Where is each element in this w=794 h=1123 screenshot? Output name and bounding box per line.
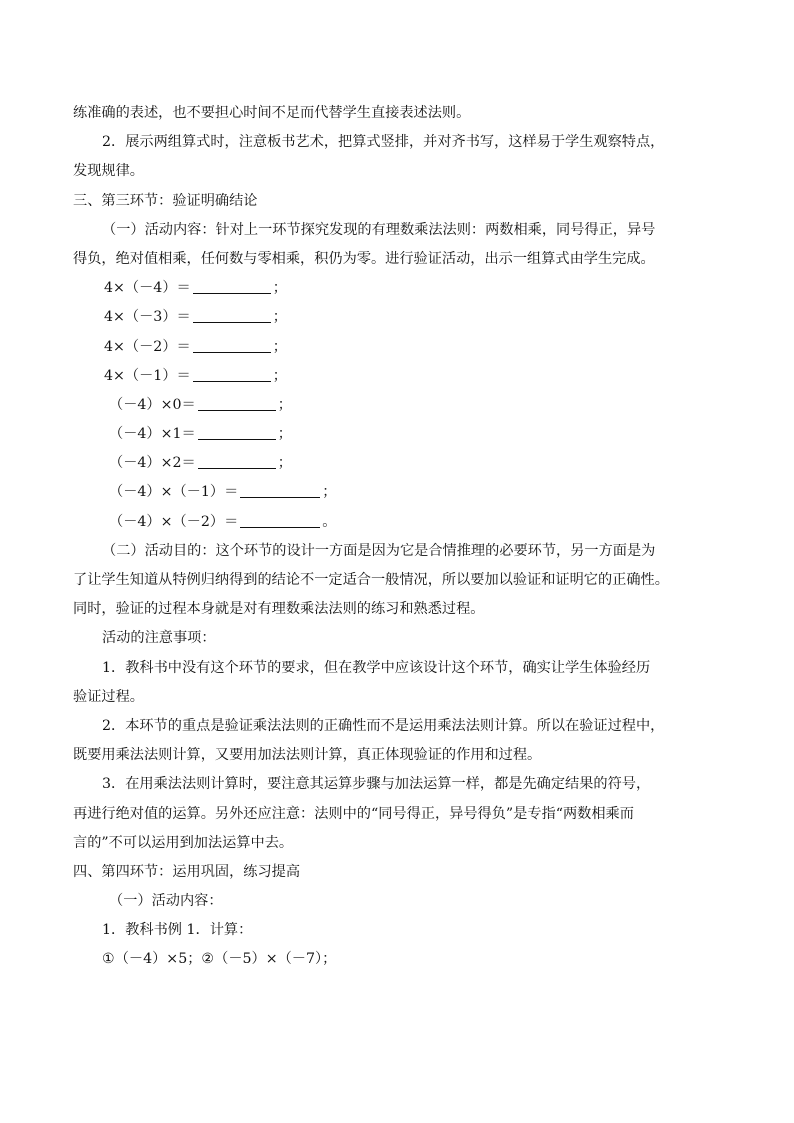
paragraph-line: 了让学生知道从特例归纳得到的结论不一定适合一般情况，所以要加以验证和证明它的正确性。 — [73, 572, 669, 588]
answer-blank[interactable] — [198, 454, 276, 469]
exercise-line: ①（－4）×5；②（－5）×（－7）； — [102, 951, 337, 968]
equation-line: 4×（－1）＝ ； — [104, 367, 287, 384]
paragraph-line: （一）活动内容：针对上一环节探究发现的有理数乘法法则：两数相乘，同号得正，异号 — [102, 221, 656, 238]
paragraph-line: 验证过程。 — [73, 688, 144, 705]
paragraph-line: 发现规律。 — [73, 163, 144, 180]
paragraph-line: 同时，验证的过程本身就是对有理数乘法法则的练习和熟悉过程。 — [73, 601, 485, 618]
equation-line: （－4）×2＝ ； — [109, 455, 292, 472]
section-heading: 三、第三环节：验证明确结论 — [73, 192, 258, 209]
equation-line: （－4）×0＝ ； — [109, 396, 292, 413]
equation-line: （－4）×1＝ ； — [109, 426, 292, 443]
paragraph-line: 既要用乘法法则计算，又要用加法法则计算，真正体现验证的作用和过程。 — [73, 747, 542, 764]
document-page — [73, 99, 725, 975]
paragraph-line: 练准确的表述，也不要担心时间不足而代替学生直接表述法则。 — [73, 105, 471, 121]
section-heading: 四、第四环节：运用巩固，练习提高 — [73, 863, 301, 880]
paragraph-line: 2．本环节的重点是验证乘法法则的正确性而不是运用乘法法则计算。所以在验证过程中， — [102, 717, 665, 734]
answer-blank[interactable] — [193, 308, 271, 323]
answer-blank[interactable] — [193, 338, 271, 353]
answer-blank[interactable] — [240, 483, 320, 498]
paragraph-line: （二）活动目的：这个环节的设计一方面是因为它是合情推理的必要环节，另一方面是为 — [102, 542, 656, 559]
equation-line: 4×（－3）＝ ； — [104, 309, 287, 326]
paragraph-line: 1．教科书例 1．计算： — [102, 922, 253, 939]
paragraph-line: 再进行绝对值的运算。另外还应注意：法则中的“同号得正，异号得负”是专指“两数相乘而 — [73, 805, 634, 822]
paragraph-line: 2．展示两组算式时，注意板书艺术，把算式竖排，并对齐书写，这样易于学生观察特点， — [102, 134, 665, 151]
answer-blank[interactable] — [198, 425, 276, 440]
subheading: （一）活动内容： — [109, 893, 223, 910]
paragraph-line: 3．在用乘法法则计算时，要注意其运算步骤与加法运算一样，都是先确定结果的符号， — [102, 776, 651, 793]
paragraph-line: 言的”不可以运用到加法运算中去。 — [73, 834, 294, 851]
subheading: 活动的注意事项： — [102, 630, 216, 647]
answer-blank[interactable] — [198, 396, 276, 411]
answer-blank[interactable] — [193, 279, 271, 294]
paragraph-line: 1．教科书中没有这个环节的要求，但在教学中应该设计这个环节，确实让学生体验经历 — [102, 659, 651, 676]
equation-line: 4×（－4）＝ ； — [104, 280, 287, 297]
equation-line: 4×（－2）＝ ； — [104, 338, 287, 355]
answer-blank[interactable] — [240, 513, 320, 528]
answer-blank[interactable] — [193, 367, 271, 382]
paragraph-line: 得负，绝对值相乘，任何数与零相乘，积仍为零。进行验证活动，出示一组算式由学生完成。 — [73, 250, 655, 267]
equation-line: （－4）×（－2）＝ 。 — [109, 513, 337, 530]
equation-line: （－4）×（－1）＝ ； — [109, 484, 337, 501]
